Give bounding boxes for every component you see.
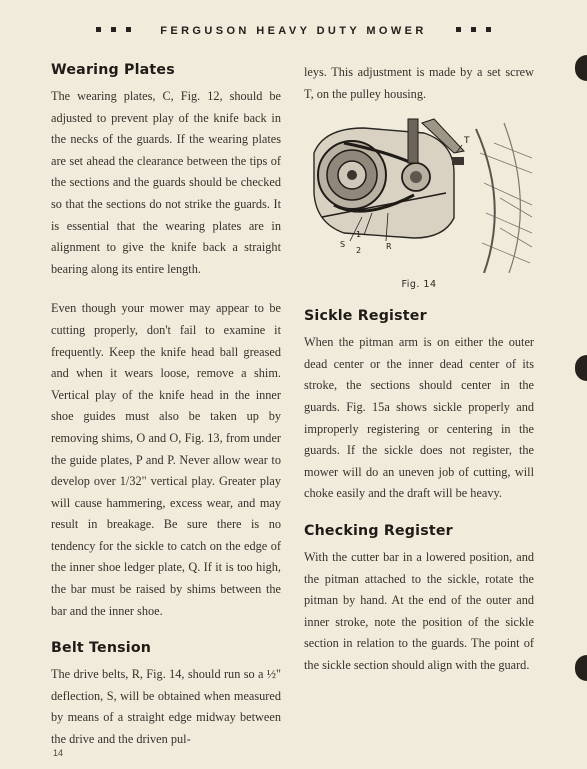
header-square-icon: [471, 27, 476, 32]
binder-hole-icon: [575, 355, 587, 381]
heading-wearing-plates: Wearing Plates: [51, 62, 175, 78]
binder-hole-icon: [575, 55, 587, 81]
right-column: [304, 62, 534, 695]
figure-label-2: 2: [356, 246, 362, 256]
page-number: 14: [53, 748, 64, 758]
heading-belt-tension: Belt Tension: [51, 640, 152, 657]
header-square-icon: [126, 27, 131, 32]
paragraph-wearing-plates-2: Even though your mower may appear to be cutting properly, don't fail to examine it frequently. Keep the knife head ball greased and when it wears loose, remove a shim. Vertical play of the knife head in the inner shoe guides must also be taken up by removing shims, O and O, Fig. 13, from under the guide plates, P and P. Never allow wear to develop over 1/32" vertical play. Greater play will cause hammering, excess wear, and may result in breakage. Be sure there is no tendency for the sickle to catch on the edge of the inner shoe ledger plate, Q. If it is too high, the bar must be raised by shims between the bar and the inner shoe.: [51, 301, 281, 618]
header-title: FERGUSON HEAVY DUTY MOWER: [160, 25, 427, 37]
pulley-housing-illustration: [304, 113, 534, 273]
figure-14: [304, 113, 534, 273]
figure-label-s: S: [340, 240, 346, 250]
binder-hole-icon: [575, 655, 587, 681]
figure-label-1: 1: [356, 230, 362, 240]
header-square-icon: [111, 27, 116, 32]
heading-checking-register: Checking Register: [304, 522, 453, 539]
left-column: [51, 62, 281, 769]
paragraph-wearing-plates-1: The wearing plates, C, Fig. 12, should be adjusted to prevent play of the knife back in the necks of the guards. If the wearing plates are set ahead the clearance between the tips of the sections and the guards should be checked so that the sections do not strike the guards. It is essential that the wearing plates are in alignment to give the knife back a straight bearing along its entire length.: [51, 89, 281, 276]
figure-label-r: R: [386, 242, 392, 252]
header-square-icon: [456, 27, 461, 32]
header-square-icon: [486, 27, 491, 32]
figure-caption: Fig. 14: [401, 279, 437, 291]
heading-sickle-register: Sickle Register: [304, 308, 427, 325]
paragraph-continuation: leys. This adjustment is made by a set screw T, on the pulley housing.: [304, 65, 534, 101]
header-square-icon: [96, 27, 101, 32]
paragraph-sickle-register: When the pitman arm is on either the outer dead center or the inner dead center of its stroke, the sections should center in the guards. Fig. 15a shows sickle properly and improperly registering or centering in the guards. If the sickle does not register, the mower will do an uneven job of cutting, will choke easily and the draft will be heavy.: [304, 335, 534, 501]
paragraph-belt-tension: The drive belts, R, Fig. 14, should run so a ½" deflection, S, will be obtained when measured by means of a straight edge midway between the drive and the driven pul-: [51, 667, 281, 747]
figure-label-t: T: [464, 136, 470, 147]
page-header: [0, 25, 587, 43]
paragraph-checking-register: With the cutter bar in a lowered position, and the pitman attached to the sickle, rotate the pitman by hand. At the end of the outer and inner stroke, note the position of the sickle section in relation to the guards. The point of the sickle section should align with the guard.: [304, 549, 534, 672]
